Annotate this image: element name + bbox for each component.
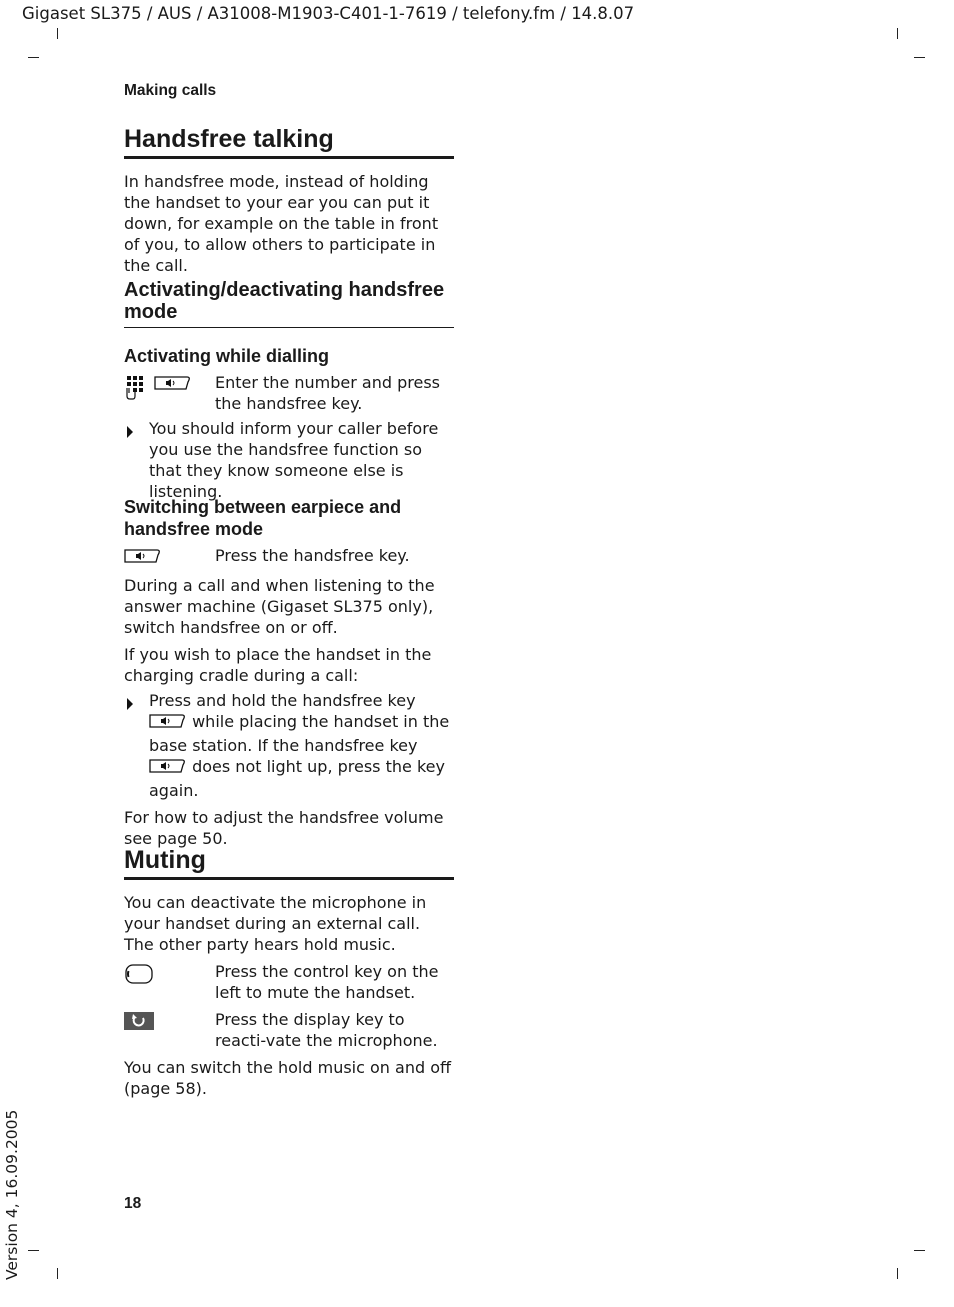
dialling-block (124, 345, 454, 502)
switching-para3: For how to adjust the handsfree volume see page 50. (124, 808, 444, 848)
switching-bullet-part2: while placing the handset in the base station. If the handsfree key (149, 712, 450, 755)
control-key-icon (124, 963, 154, 989)
muting-step-1 (124, 961, 454, 1003)
section-title-handsfree: Handsfree talking (124, 124, 454, 159)
crop-mark (914, 1250, 925, 1251)
crop-mark (28, 57, 39, 58)
switching-title: Switching between earpiece and handsfree mode (124, 497, 402, 539)
switching-bullet-part3: does not light up, press the key again. (149, 757, 445, 800)
subsection-activating-block (124, 279, 454, 328)
handsfree-key-icon (149, 712, 187, 735)
handsfree-intro: In handsfree mode, instead of holding the handset to your ear you can put it down, for example on the table in front of you, to allow others to participate in the call. (124, 172, 439, 275)
switching-bullet (124, 690, 454, 801)
muting-outro: You can switch the hold music on and off (page 58). (124, 1058, 452, 1098)
dialling-bullet-text: You should inform your caller before you use the handsfree function so that they know someone else is listening. (149, 419, 439, 501)
switching-para2: If you wish to place the handset in the charging cradle during a call: (124, 645, 432, 685)
page-number: 18 (124, 1195, 142, 1212)
crop-mark (914, 57, 925, 58)
switching-step-text: Press the handsfree key. (215, 546, 410, 565)
handsfree-key-icon (154, 374, 192, 404)
switching-block (124, 496, 454, 849)
handsfree-key-icon (124, 547, 162, 569)
dialling-step (124, 372, 454, 414)
dialling-step-text: Enter the number and press the handsfree key. (215, 373, 440, 413)
crop-mark (897, 28, 898, 39)
running-head: Making calls (124, 82, 217, 99)
switching-para1: During a call and when listening to the answer machine (Gigaset SL375 only), switch handsfree on or off. (124, 576, 435, 637)
switching-bullet-part1: Press and hold the handsfree key (149, 691, 416, 710)
switching-bullet-text (149, 690, 454, 801)
section-handsfree-heading-block (124, 124, 454, 159)
muting-step-2-text: Press the display key to reacti-vate the microphone. (215, 1010, 438, 1050)
keypad-icon (124, 374, 150, 404)
dialling-title: Activating while dialling (124, 346, 330, 366)
bullet-triangle-icon (124, 418, 149, 442)
section-muting-heading-block (124, 845, 454, 880)
side-version: Version 4, 16.09.2005 (3, 1109, 21, 1280)
section-title-muting: Muting (124, 845, 454, 880)
file-header: Gigaset SL375 / AUS / A31008-M1903-C401-1-7619 / telefony.fm / 14.8.07 (22, 4, 635, 23)
muting-intro: You can deactivate the microphone in your handset during an external call. The other party hears hold music. (124, 893, 427, 954)
crop-mark (897, 1268, 898, 1279)
crop-mark (57, 28, 58, 39)
handsfree-intro-block (124, 171, 454, 276)
display-key-back-icon (124, 1011, 154, 1035)
subsection-title-activating: Activating/deactivating handsfree mode (124, 279, 454, 328)
bullet-triangle-icon (124, 690, 149, 714)
handsfree-key-icon (149, 757, 187, 780)
crop-mark (28, 1250, 39, 1251)
muting-block (124, 892, 454, 1099)
muting-step-2 (124, 1009, 454, 1051)
switching-step (124, 545, 454, 569)
crop-mark (57, 1268, 58, 1279)
dialling-bullet (124, 418, 454, 502)
muting-step-1-text: Press the control key on the left to mute the handset. (215, 962, 439, 1002)
